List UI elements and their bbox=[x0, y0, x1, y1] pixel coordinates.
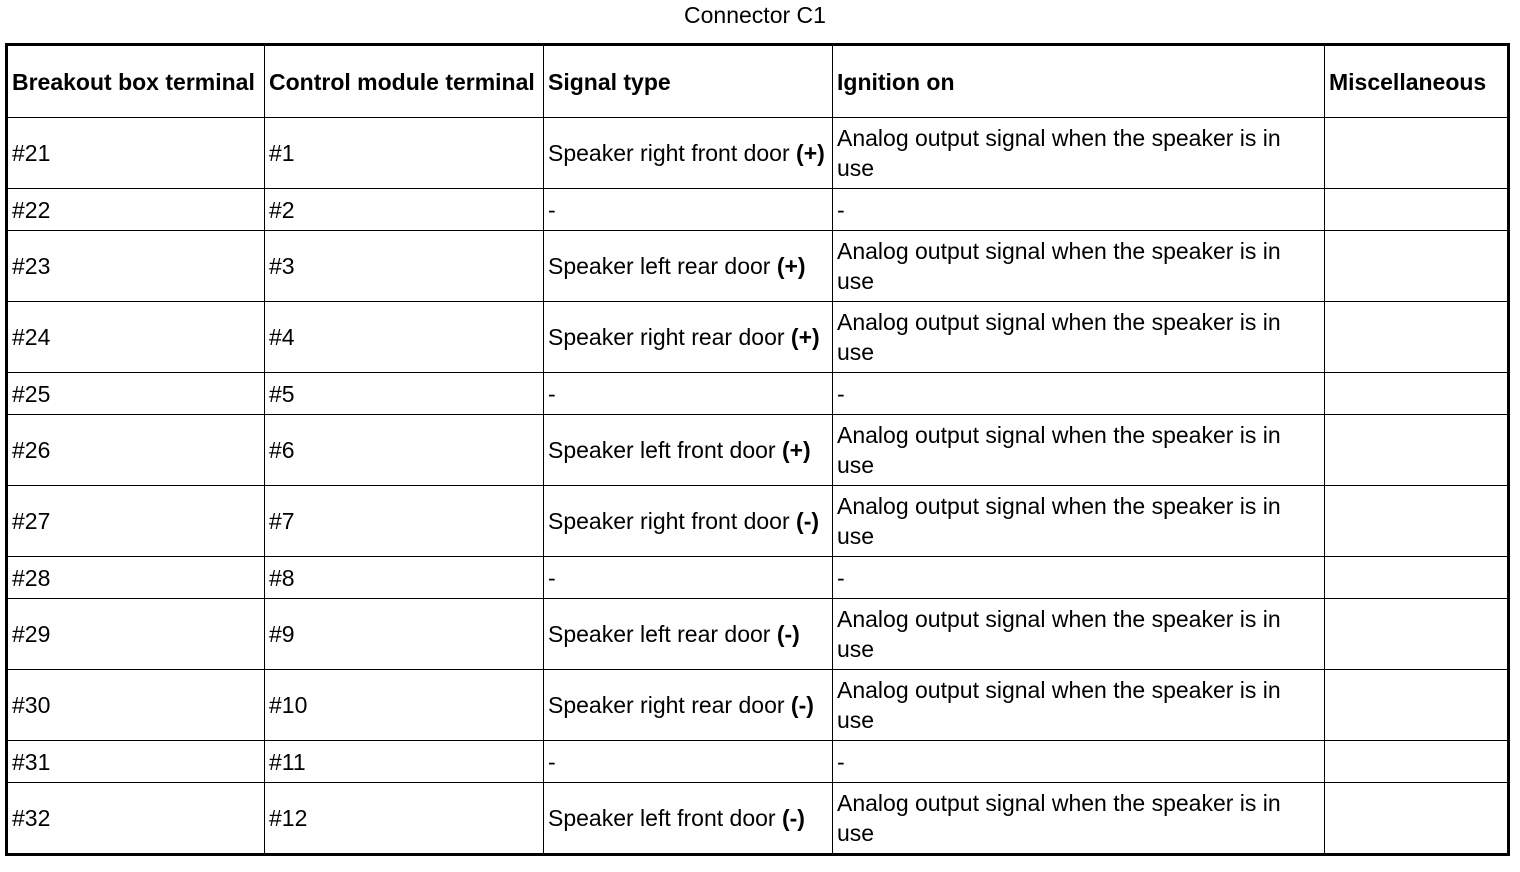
header-row bbox=[7, 45, 1509, 118]
signal-type-cell bbox=[544, 783, 833, 855]
breakout-terminal-cell: #24 bbox=[7, 302, 265, 373]
signal-polarity: (-) bbox=[776, 621, 800, 647]
column-header-ignition-on: Ignition on bbox=[833, 45, 1325, 118]
miscellaneous-cell bbox=[1325, 670, 1509, 741]
signal-name: Speaker right front door bbox=[548, 140, 790, 166]
miscellaneous-cell bbox=[1325, 599, 1509, 670]
signal-polarity: (+) bbox=[776, 253, 806, 279]
miscellaneous-cell bbox=[1325, 231, 1509, 302]
module-terminal-cell: #1 bbox=[265, 118, 544, 189]
signal-name: Speaker left front door bbox=[548, 805, 776, 831]
breakout-terminal-cell: #26 bbox=[7, 415, 265, 486]
column-header-module-terminal: Control module terminal bbox=[265, 45, 544, 118]
table-row bbox=[7, 783, 1509, 855]
table-row bbox=[7, 670, 1509, 741]
signal-type-cell bbox=[544, 486, 833, 557]
ignition-on-cell: Analog output signal when the speaker is in use bbox=[833, 486, 1325, 557]
miscellaneous-cell bbox=[1325, 741, 1509, 783]
table-row bbox=[7, 486, 1509, 557]
signal-name: Speaker left rear door bbox=[548, 621, 771, 647]
module-terminal-cell: #10 bbox=[265, 670, 544, 741]
miscellaneous-cell bbox=[1325, 118, 1509, 189]
miscellaneous-cell bbox=[1325, 373, 1509, 415]
table-row bbox=[7, 118, 1509, 189]
table-row bbox=[7, 599, 1509, 670]
miscellaneous-cell bbox=[1325, 189, 1509, 231]
breakout-terminal-cell: #21 bbox=[7, 118, 265, 189]
signal-type-cell bbox=[544, 231, 833, 302]
signal-polarity: (-) bbox=[796, 508, 820, 534]
module-terminal-cell: #3 bbox=[265, 231, 544, 302]
signal-type-cell bbox=[544, 415, 833, 486]
breakout-terminal-cell: #31 bbox=[7, 741, 265, 783]
signal-polarity: (+) bbox=[781, 437, 811, 463]
column-header-miscellaneous: Miscellaneous bbox=[1325, 45, 1509, 118]
signal-type-cell bbox=[544, 373, 833, 415]
miscellaneous-cell bbox=[1325, 783, 1509, 855]
module-terminal-cell: #5 bbox=[265, 373, 544, 415]
module-terminal-cell: #9 bbox=[265, 599, 544, 670]
signal-name: - bbox=[548, 748, 556, 775]
ignition-on-cell: - bbox=[833, 741, 1325, 783]
table-row bbox=[7, 557, 1509, 599]
signal-name: - bbox=[548, 196, 556, 223]
miscellaneous-cell bbox=[1325, 486, 1509, 557]
column-header-signal-type: Signal type bbox=[544, 45, 833, 118]
miscellaneous-cell bbox=[1325, 415, 1509, 486]
signal-type-cell bbox=[544, 741, 833, 783]
breakout-terminal-cell: #23 bbox=[7, 231, 265, 302]
module-terminal-cell: #12 bbox=[265, 783, 544, 855]
signal-name: - bbox=[548, 564, 556, 591]
module-terminal-cell: #8 bbox=[265, 557, 544, 599]
connector-table bbox=[5, 43, 1510, 856]
signal-type-cell bbox=[544, 189, 833, 231]
signal-polarity: (+) bbox=[790, 324, 820, 350]
signal-type-cell bbox=[544, 118, 833, 189]
ignition-on-cell: - bbox=[833, 189, 1325, 231]
ignition-on-cell: Analog output signal when the speaker is in use bbox=[833, 231, 1325, 302]
table-row bbox=[7, 415, 1509, 486]
ignition-on-cell: Analog output signal when the speaker is in use bbox=[833, 302, 1325, 373]
signal-type-cell bbox=[544, 670, 833, 741]
ignition-on-cell: Analog output signal when the speaker is in use bbox=[833, 783, 1325, 855]
signal-type-cell bbox=[544, 557, 833, 599]
signal-name: Speaker right rear door bbox=[548, 324, 785, 350]
module-terminal-cell: #11 bbox=[265, 741, 544, 783]
table-row bbox=[7, 373, 1509, 415]
table-row bbox=[7, 302, 1509, 373]
ignition-on-cell: Analog output signal when the speaker is in use bbox=[833, 415, 1325, 486]
column-header-breakout-terminal: Breakout box terminal bbox=[7, 45, 265, 118]
signal-type-cell bbox=[544, 599, 833, 670]
ignition-on-cell: Analog output signal when the speaker is in use bbox=[833, 118, 1325, 189]
breakout-terminal-cell: #28 bbox=[7, 557, 265, 599]
ignition-on-cell: Analog output signal when the speaker is in use bbox=[833, 670, 1325, 741]
breakout-terminal-cell: #25 bbox=[7, 373, 265, 415]
page-title: Connector C1 bbox=[684, 2, 826, 28]
breakout-terminal-cell: #22 bbox=[7, 189, 265, 231]
signal-name: - bbox=[548, 380, 556, 407]
ignition-on-cell: - bbox=[833, 557, 1325, 599]
breakout-terminal-cell: #29 bbox=[7, 599, 265, 670]
signal-polarity: (-) bbox=[790, 692, 814, 718]
module-terminal-cell: #6 bbox=[265, 415, 544, 486]
signal-polarity: (+) bbox=[796, 140, 825, 166]
breakout-terminal-cell: #32 bbox=[7, 783, 265, 855]
signal-name: Speaker right front door bbox=[548, 508, 790, 534]
signal-name: Speaker right rear door bbox=[548, 692, 785, 718]
module-terminal-cell: #7 bbox=[265, 486, 544, 557]
module-terminal-cell: #2 bbox=[265, 189, 544, 231]
miscellaneous-cell bbox=[1325, 302, 1509, 373]
miscellaneous-cell bbox=[1325, 557, 1509, 599]
table-row bbox=[7, 741, 1509, 783]
module-terminal-cell: #4 bbox=[265, 302, 544, 373]
ignition-on-cell: - bbox=[833, 373, 1325, 415]
signal-polarity: (-) bbox=[781, 805, 805, 831]
signal-type-cell bbox=[544, 302, 833, 373]
signal-name: Speaker left front door bbox=[548, 437, 776, 463]
table-row bbox=[7, 231, 1509, 302]
breakout-terminal-cell: #27 bbox=[7, 486, 265, 557]
table-row bbox=[7, 189, 1509, 231]
table-body bbox=[7, 118, 1509, 855]
breakout-terminal-cell: #30 bbox=[7, 670, 265, 741]
ignition-on-cell: Analog output signal when the speaker is in use bbox=[833, 599, 1325, 670]
signal-name: Speaker left rear door bbox=[548, 253, 771, 279]
